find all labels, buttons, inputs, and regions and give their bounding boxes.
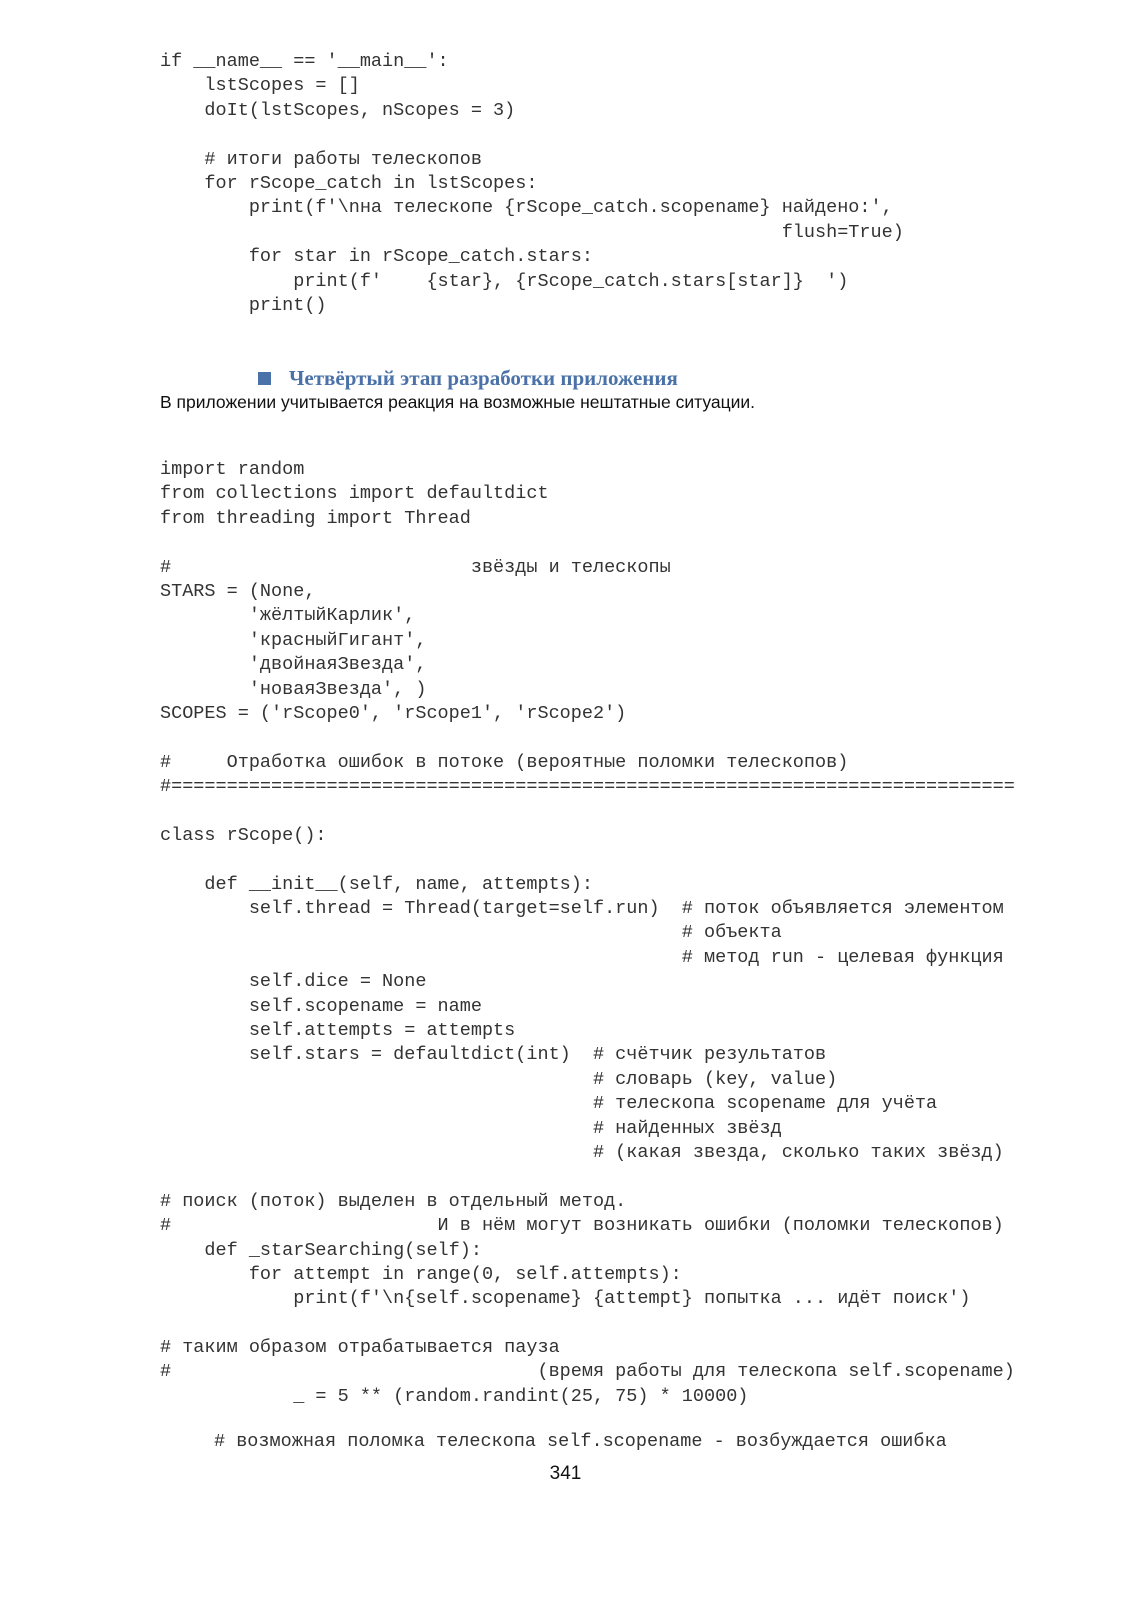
section-heading <box>258 366 678 391</box>
code-line: doIt(lstScopes, nScopes = 3) <box>160 99 516 121</box>
code-line: # поиск (поток) выделен в отдельный метод. <box>160 1190 627 1212</box>
code-line: # словарь (key, value) <box>160 1068 838 1090</box>
code-line: from threading import Thread <box>160 507 471 529</box>
code-line: print() <box>160 294 327 316</box>
code-line: 'жёлтыйКарлик', <box>160 605 416 627</box>
code-line <box>160 726 1015 750</box>
code-line <box>160 123 904 147</box>
code-line <box>160 1312 1015 1336</box>
code-line: #============================================================================ <box>160 776 1015 798</box>
code-line: print(f'\nна телескопе {rScope_catch.scopename} найдено:', <box>160 197 893 219</box>
code-line: SCOPES = ('rScope0', 'rScope1', 'rScope2') <box>160 702 627 724</box>
code-line: flush=True) <box>160 221 904 243</box>
code-line: import random <box>160 459 305 480</box>
code-line: if __name__ == '__main__': <box>160 51 449 72</box>
code-line <box>160 531 1015 555</box>
code-line: STARS = (None, <box>160 580 316 602</box>
code-line: # таким образом отрабатывается пауза <box>160 1337 560 1359</box>
section-title: Четвёртый этап разработки приложения <box>289 366 678 390</box>
code-line <box>160 1165 1015 1189</box>
code-line <box>160 799 1015 823</box>
code-line: def _starSearching(self): <box>160 1239 482 1261</box>
code-line: from collections import defaultdict <box>160 483 549 505</box>
code-line: for rScope_catch in lstScopes: <box>160 172 538 194</box>
code-line: self.scopename = name <box>160 995 482 1017</box>
code-line: # Отработка ошибок в потоке (вероятные поломки телескопов) <box>160 751 849 773</box>
code-line: lstScopes = [] <box>160 75 360 97</box>
code-line: # итоги работы телескопов <box>160 148 482 170</box>
code-line: # звёзды и телескопы <box>160 556 671 578</box>
code-line: 'двойнаяЗвезда', <box>160 654 427 676</box>
code-line: for star in rScope_catch.stars: <box>160 246 593 268</box>
code-line: 'новаяЗвезда', ) <box>160 678 427 700</box>
code-line: self.thread = Thread(target=self.run) # поток объявляется элементом <box>160 898 1004 920</box>
code-line: _ = 5 ** (random.randint(25, 75) * 10000) <box>160 1385 749 1407</box>
code-line: # метод run - целевая функция <box>160 946 1004 968</box>
code-line: print(f'\n{self.scopename} {attempt} попытка ... идёт поиск') <box>160 1288 971 1310</box>
code-line: # И в нём могут возникать ошибки (поломки телескопов) <box>160 1215 1004 1237</box>
square-bullet-icon <box>258 372 271 385</box>
code-line: for attempt in range(0, self.attempts): <box>160 1263 682 1285</box>
code-line <box>160 848 1015 872</box>
code-line: # найденных звёзд <box>160 1117 782 1139</box>
code-block-rscope <box>160 458 1015 1409</box>
code-line: # телескопа scopename для учёта <box>160 1093 938 1115</box>
page-number: 341 <box>549 1463 582 1484</box>
code-line: self.attempts = attempts <box>160 1019 516 1041</box>
code-line: def __init__(self, name, attempts): <box>160 873 593 895</box>
code-line: self.stars = defaultdict(int) # счётчик результатов <box>160 1044 827 1066</box>
section-description: В приложении учитывается реакция на возможные нештатные ситуации. <box>160 392 756 412</box>
code-line: # объекта <box>160 922 782 944</box>
code-line: class rScope(): <box>160 824 327 846</box>
code-line: # (время работы для телескопа self.scopename) <box>160 1361 1015 1383</box>
code-comment-line: # возможная поломка телескопа self.scopename - возбуждается ошибка <box>214 1431 947 1452</box>
code-line: # (какая звезда, сколько таких звёзд) <box>160 1141 1004 1163</box>
code-line: 'красныйГигант', <box>160 629 427 651</box>
code-line: self.dice = None <box>160 971 427 993</box>
code-line: print(f' {star}, {rScope_catch.stars[star]} ') <box>160 270 849 292</box>
code-block-main-guard <box>160 50 904 318</box>
